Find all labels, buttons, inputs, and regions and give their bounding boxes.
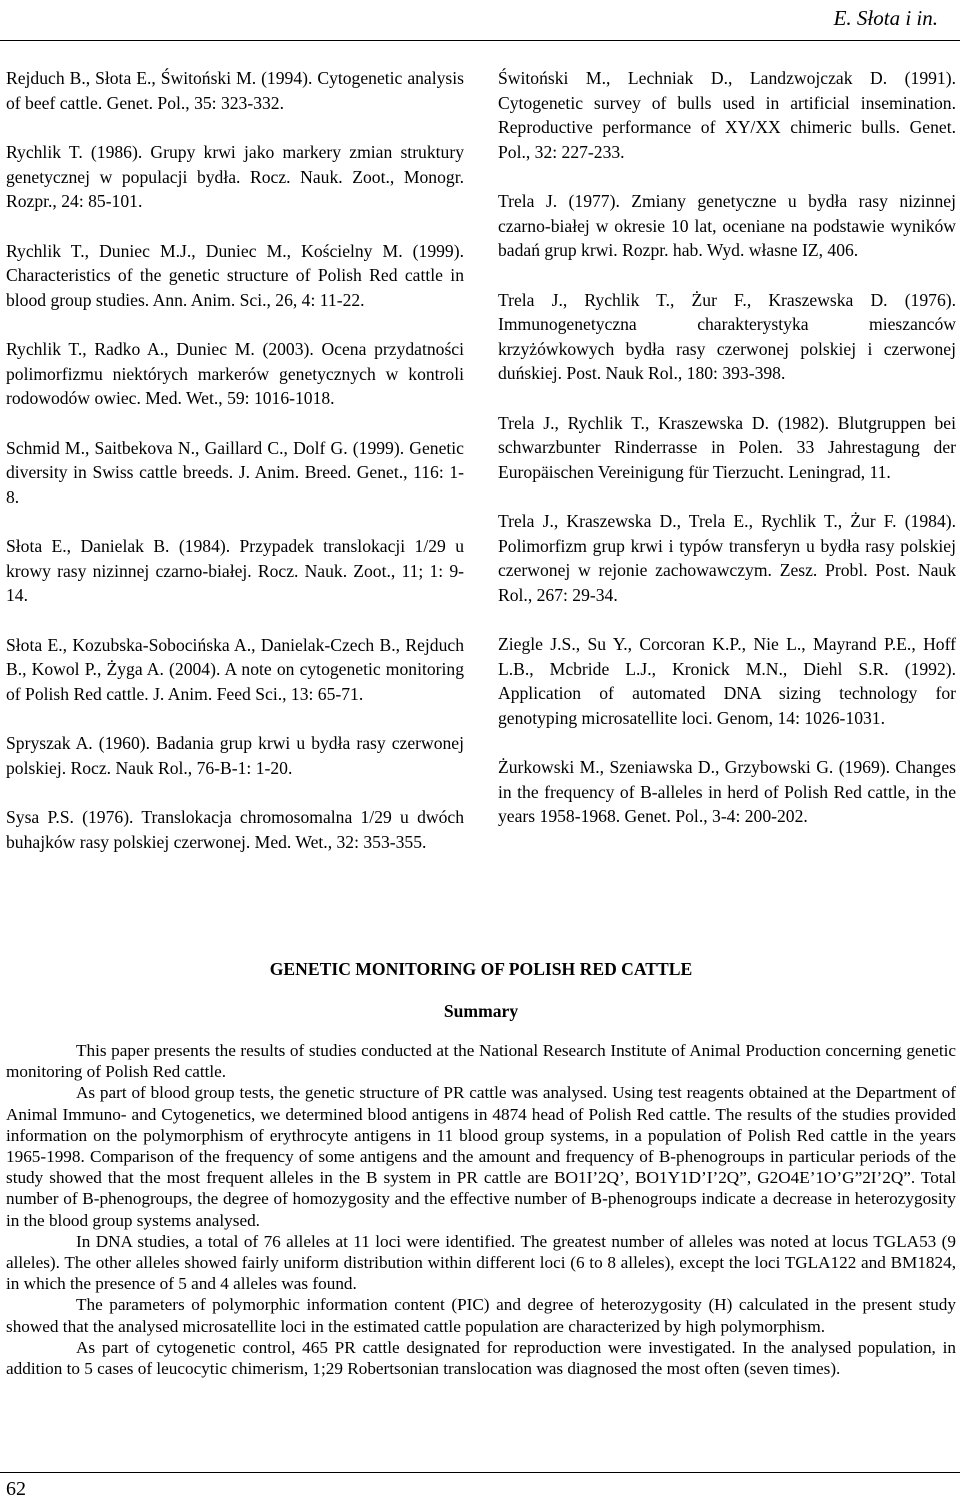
reference-entry: Schmid M., Saitbekova N., Gaillard C., Dolf G. (1999). Genetic diversity in Swiss cattle breeds. J. Anim. Breed. Genet., 116: 1-8. [6, 437, 464, 507]
page-number: 62 [6, 1478, 26, 1500]
running-header [0, 0, 960, 46]
reference-entry: Spryszak A. (1960). Badania grup krwi u bydła rasy czerwonej polskiej. Rocz. Nauk Rol., 76-B-1: 1-20. [6, 733, 464, 778]
reference-entry: Ziegle J.S., Su Y., Corcoran K.P., Nie L., Mayrand P.E., Hoff L.B., Mcbride L.J., Kronick M.N., Diehl S.R. (1992). Application of automated DNA sizing technology for genotyping microsatellite loci. Genom, 14: 1026-1031. [498, 634, 956, 728]
summary-paragraph: This paper presents the results of studies conducted at the National Research Institute of Animal Production concerning genetic monitoring of Polish Red cattle. [6, 1041, 956, 1082]
reference-entry: Słota E., Danielak B. (1984). Przypadek translokacji 1/29 u krowy rasy nizinnej czarno-białej. Rocz. Nauk. Zoot., 11; 1: 9-14. [6, 536, 464, 605]
reference-entry: Trela J., Rychlik T., Kraszewska D. (1982). Blutgruppen bei schwarzbunter Rinderrasse in Polen. 33 Jahrestagung der Europäischen Vereinigung für Tierzucht. Leningrad, 11. [498, 412, 956, 482]
summary-heading: Summary [443, 1001, 519, 1021]
reference-entry: Rejduch B., Słota E., Świtoński M. (1994). Cytogenetic analysis of beef cattle. Genet. Pol., 35: 323-332. [6, 68, 464, 113]
references-right-column [498, 66, 956, 854]
reference-entry: Żurkowski M., Szeniawska D., Grzybowski G. (1969). Changes in the frequency of B-alleles in herd of Polish Red cattle, in the years 1958-1968. Genet. Pol., 3-4: 200-202. [498, 757, 956, 826]
references-left-column [6, 66, 464, 879]
reference-entry: Słota E., Kozubska-Sobocińska A., Danielak-Czech B., Rejduch B., Kowol P., Żyga A. (2004). A note on cytogenetic monitoring of Polish Red cattle. J. Anim. Feed Sci., 13: 65-71. [6, 634, 464, 704]
reference-entry: Świtoński M., Lechniak D., Landzwojczak D. (1991). Cytogenetic survey of bulls used in artificial insemination. Reproductive performance of XY/XX chimeric bulls. Genet. Pol., 32: 227-233. [498, 68, 956, 162]
footer-rule [0, 1472, 960, 1473]
summary-paragraph: As part of blood group tests, the genetic structure of PR cattle was analysed. Using test reagents obtained at the Department of Animal Immuno- and Cytogenetics, we determined blood antigens in 4874 head of Polish Red cattle. The results of the studies provided information on the polymorphism of erythrocyte antigens in 11 blood group systems, in a population of Polish Red cattle in the years 1965-1998. Comparison of the frequency of some antigens and the amount and frequency of B-phenogroups in particular periods of the study showed that the most frequent alleles in the B system in PR cattle are BO1I’2Q’, BO1Y1D’I’2Q”, G2O4E’1O’G”2I’2Q”. Total number of B-phenogroups, the degree of homozygosity and the effective number of B-phenogroups indicate a decrease in heterozygosity in the blood group systems analysed. [6, 1083, 956, 1230]
reference-entry: Rychlik T., Radko A., Duniec M. (2003). Ocena przydatności polimorfizmu niektórych markerów genetycznych w kontroli rodowodów owiec. Med. Wet., 59: 1016-1018. [6, 339, 464, 408]
header-rule [0, 40, 960, 41]
reference-entry: Trela J., Kraszewska D., Trela E., Rychlik T., Żur F. (1984). Polimorfizm grup krwi i typów transferyn u bydła rasy polskiej czerwonej w rejonie zachowawczym. Zesz. Probl. Post. Nauk Rol., 267: 29-34. [498, 511, 956, 605]
summary-paragraph: In DNA studies, a total of 76 alleles at 11 loci were identified. The greatest number of alleles was noted at locus TGLA53 (9 alleles). The other alleles showed fairly uniform distribution within different loci (6 to 8 alleles), except the loci TGLA122 and BM1824, in which the presence of 5 and 4 alleles was found. [6, 1231, 956, 1294]
summary-paragraph: As part of cytogenetic control, 465 PR cattle designated for reproduction were investigated. In the analysed population, in addition to 5 cases of leucocytic chimerism, 1;29 Robertsonian translocation was diagnosed the most often (seven times). [6, 1337, 956, 1379]
reference-entry: Rychlik T., Duniec M.J., Duniec M., Kościelny M. (1999). Characteristics of the genetic structure of Polish Red cattle in blood group studies. Ann. Anim. Sci., 26, 4: 11-22. [6, 240, 464, 310]
summary-paragraph: The parameters of polymorphic information content (PIC) and degree of heterozygosity (H) calculated in the present study showed that the analysed microsatellite loci in the estimated cattle population are characterized by high polymorphism. [6, 1295, 956, 1336]
running-title: E. Słota i in. [833, 6, 938, 30]
reference-entry: Rychlik T. (1986). Grupy krwi jako markery zmian struktury genetycznej w populacji bydła. Rocz. Nauk. Zoot., Monogr. Rozpr., 24: 85-101. [6, 142, 464, 211]
paper-title: GENETIC MONITORING OF POLISH RED CATTLE [269, 959, 693, 979]
summary-section [6, 956, 956, 1379]
reference-entry: Trela J., Rychlik T., Żur F., Kraszewska D. (1976). Immunogenetyczna charakterystyka mieszanców krzyżówkowych bydła rasy czerwonej polskiej i czerwonej duńskiej. Post. Nauk Rol., 180: 393-398. [498, 289, 956, 383]
reference-entry: Sysa P.S. (1976). Translokacja chromosomalna 1/29 u dwóch buhajków rasy polskiej czerwonej. Med. Wet., 32: 353-355. [6, 807, 464, 852]
reference-entry: Trela J. (1977). Zmiany genetyczne u bydła rasy nizinnej czarno-białej w okresie 10 lat, oceniane na podstawie wyników badań grup krwi. Rozpr. hab. Wyd. własne IZ, 406. [498, 191, 956, 260]
page-footer [0, 1468, 960, 1505]
